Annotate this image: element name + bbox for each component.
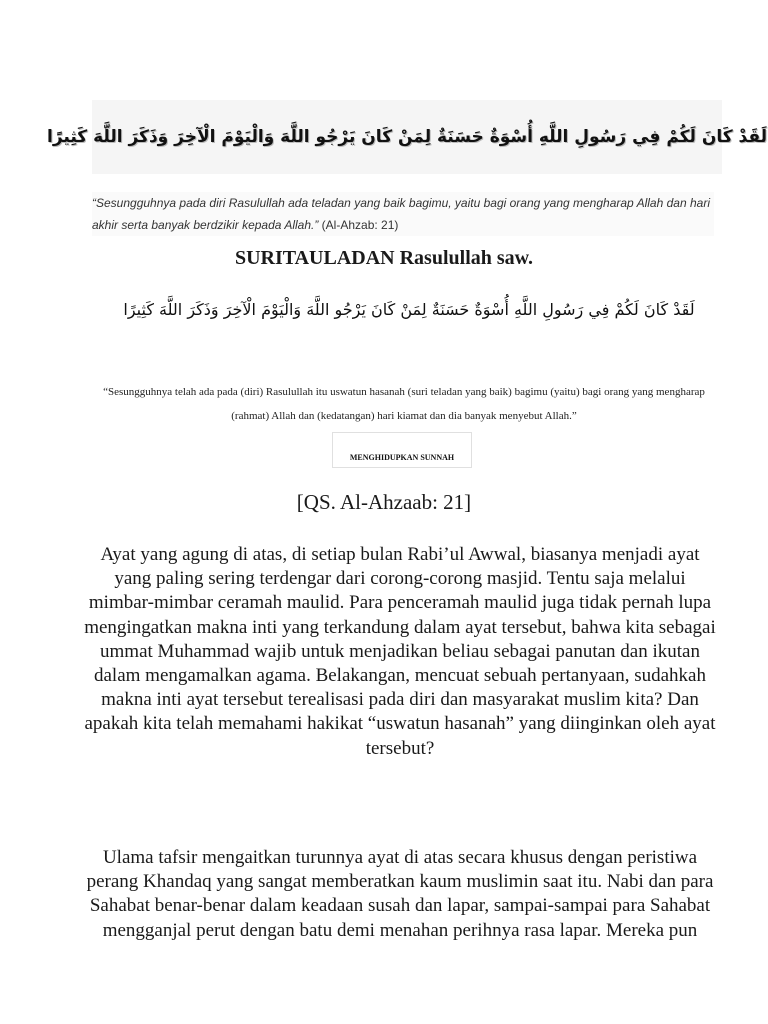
arabic-verse-text: لَقَدْ كَانَ لَكُمْ فِي رَسُولِ اللَّهِ أُسْوَةٌ حَسَنَةٌ لِمَنْ كَانَ يَرْجُو اللَّهَ وَالْيَوْمَ الْآخِرَ وَذَكَرَ اللَّهَ كَثِيرًا (123, 300, 695, 319)
sunnah-image-caption: MENGHIDUPKAN SUNNAH (332, 432, 472, 468)
body-paragraph-2: Ulama tafsir mengaitkan turunnya ayat di atas secara khusus dengan peristiwa perang Khandaq yang sangat memberatkan kaum muslimin saat itu. Nabi dan para Sahabat benar-benar dalam keadaan susah dan lapar, sampai-sampai para Sahabat mengganjal perut dengan batu demi menahan perihnya rasa lapar. Mereka pun (86, 847, 714, 941)
verse-translation: “Sesungguhnya telah ada pada (diri) Rasulullah itu uswatun hasanah (suri teladan yang baik) bagimu (yaitu) bagi orang yang mengharap (rahmat) Allah dan (kedatangan) hari kiamat dan dia banyak menyebut Allah.” (103, 386, 705, 422)
quote-text: “Sesungguhnya pada diri Rasulullah ada teladan yang baik bagimu, yaitu bagi orang yang mengharap Allah dan hari akhir serta banyak berdzikir kepada Allah.” (92, 196, 710, 232)
quote-reference: (Al-Ahzab: 21) (318, 218, 399, 232)
body-paragraph-1: Ayat yang agung di atas, di setiap bulan Rabi’ul Awwal, biasanya menjadi ayat yang paling sering terdengar dari corong-corong masjid. Tentu saja melalui mimbar-mimbar ceramah maulid. Para penceramah maulid juga tidak pernah lupa mengingatkan makna inti yang terkandung dalam ayat tersebut, bahwa kita sebagai ummat Muhammad wajib untuk menjadikan beliau sebagai panutan dan ikutan dalam mengamalkan agama. Belakangan, mencuat sebuah pertanyaan, sudahkah makna inti ayat tersebut terealisasi pada diri dan masyarakat muslim kita? Dan apakah kita telah memahami hakikat “uswatun hasanah” yang diinginkan oleh ayat tersebut? (84, 544, 716, 759)
section-title: SURITAULADAN Rasulullah saw. (234, 247, 534, 269)
indonesian-quote (92, 192, 714, 236)
quran-reference: [QS. Al-Ahzaab: 21] (296, 490, 472, 514)
arabic-verse-image: لَقَدْ كَانَ لَكُمْ فِي رَسُولِ اللَّهِ أُسْوَةٌ حَسَنَةٌ لِمَنْ كَانَ يَرْجُو اللَّهَ وَالْيَوْمَ الْآخِرَ وَذَكَرَ اللَّهَ كَثِيرًا (92, 100, 722, 174)
